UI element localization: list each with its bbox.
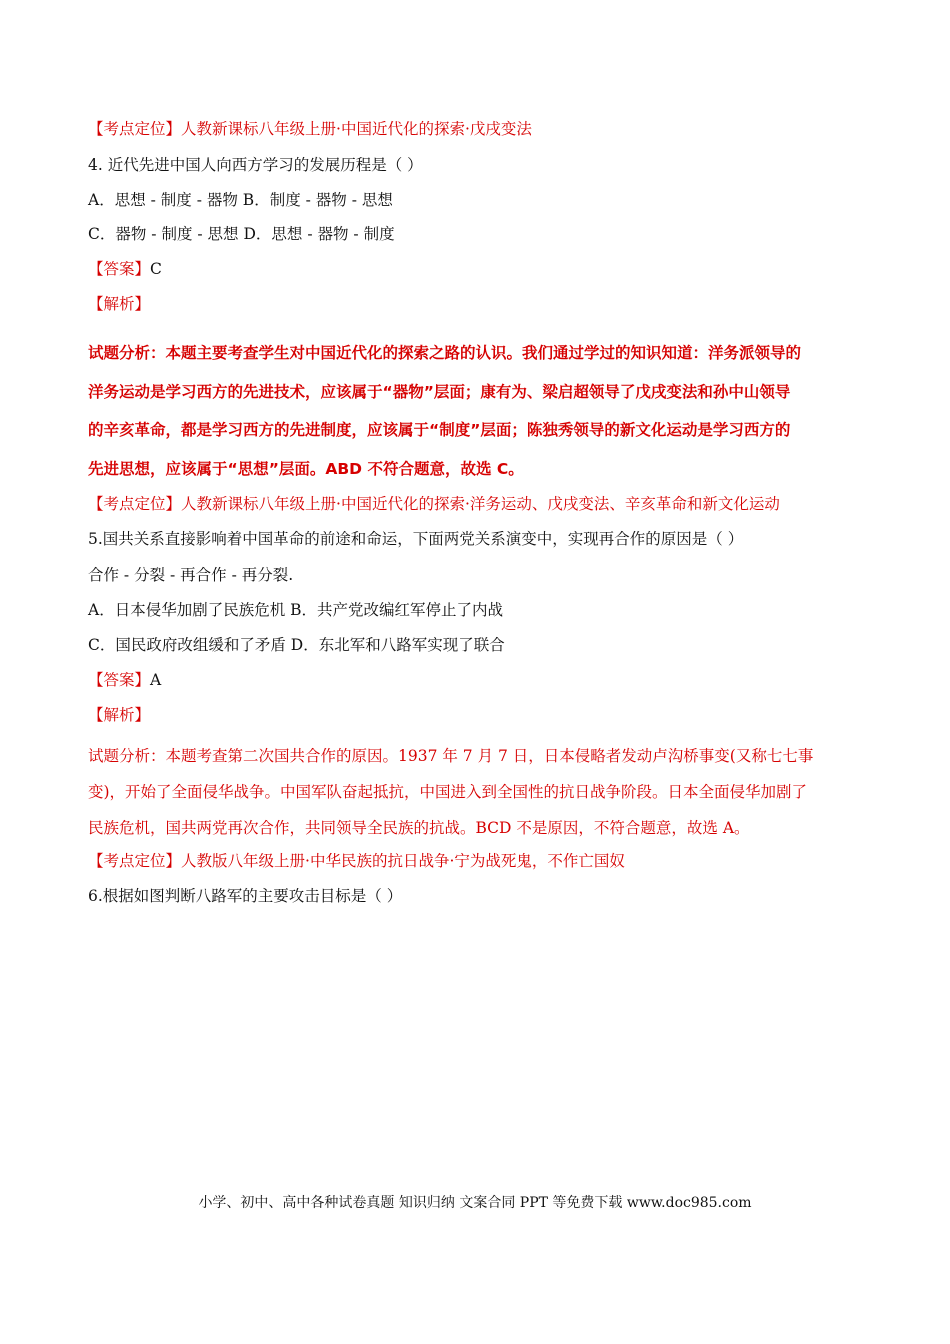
answer-tag: 【答案】 bbox=[88, 671, 151, 689]
question-4-stem: 4. 近代先进中国人向西方学习的发展历程是（ ） bbox=[88, 156, 423, 174]
question-5-answer bbox=[88, 668, 161, 690]
kaodian-line-1 bbox=[88, 117, 532, 139]
question-5-analysis-tag: 【解析】 bbox=[88, 706, 151, 724]
question-5-options-ab: A．日本侵华加剧了民族危机 B．共产党改编红军停止了内战 bbox=[88, 601, 504, 619]
kaodian-text: 人教新课标八年级上册·中国近代化的探索·洋务运动、戊戌变法、辛亥革命和新文化运动 bbox=[181, 495, 780, 513]
analysis-line: 先进思想，应该属于“思想”层面。ABD 不符合题意，故选 C。 bbox=[88, 459, 524, 478]
question-4-analysis-tag: 【解析】 bbox=[88, 295, 151, 313]
question-6-stem: 6.根据如图判断八路军的主要攻击目标是（ ） bbox=[88, 887, 403, 905]
page-footer: 小学、初中、高中各种试卷真题 知识归纳 文案合同 PPT 等免费下载 www.doc985.com bbox=[198, 1195, 752, 1211]
question-5-stem-sequence: 合作 - 分裂 - 再合作 - 再分裂. bbox=[88, 566, 294, 584]
analysis-line: 试题分析：本题主要考查学生对中国近代化的探索之路的认识。我们通过学过的知识知道：洋务派领导的 bbox=[88, 344, 802, 362]
answer-value: C bbox=[150, 260, 162, 278]
question-5-stem: 5.国共关系直接影响着中国革命的前途和命运，下面两党关系演变中，实现再合作的原因是（ ） bbox=[88, 530, 744, 548]
kaodian-text: 人教新课标八年级上册·中国近代化的探索·戊戌变法 bbox=[181, 120, 532, 138]
kaodian-tag: 【考点定位】 bbox=[88, 120, 182, 138]
analysis-line: 试题分析：本题考查第二次国共合作的原因。1937 年 7 月 7 日，日本侵略者发动卢沟桥事变(又称七七事 bbox=[88, 747, 814, 765]
question-5-kaodian bbox=[88, 849, 625, 871]
question-4-analysis-text bbox=[88, 334, 878, 488]
answer-tag: 【答案】 bbox=[88, 260, 151, 278]
question-4-kaodian bbox=[88, 492, 780, 514]
analysis-line: 民族危机，国共两党再次合作，共同领导全民族的抗战。BCD 不是原因，不符合题意，故选 A。 bbox=[88, 819, 750, 837]
analysis-line: 的辛亥革命，都是学习西方的先进制度，应该属于“制度”层面；陈独秀领导的新文化运动是学习西方的 bbox=[88, 421, 791, 439]
question-5-analysis-text bbox=[88, 738, 878, 846]
question-4-answer bbox=[88, 257, 162, 279]
question-5-options-cd: C．国民政府改组缓和了矛盾 D．东北军和八路军实现了联合 bbox=[88, 636, 505, 654]
question-4-options-ab: A．思想 - 制度 - 器物 B．制度 - 器物 - 思想 bbox=[88, 191, 393, 209]
analysis-line: 变)，开始了全面侵华战争。中国军队奋起抵抗，中国进入到全国性的抗日战争阶段。日本全面侵华加剧了 bbox=[88, 783, 808, 801]
kaodian-text: 人教版八年级上册·中华民族的抗日战争·宁为战死鬼，不作亡国奴 bbox=[181, 852, 625, 870]
answer-value: A bbox=[150, 671, 162, 689]
question-4-options-cd: C．器物 - 制度 - 思想 D．思想 - 器物 - 制度 bbox=[88, 225, 395, 243]
analysis-line: 洋务运动是学习西方的先进技术，应该属于“器物”层面；康有为、梁启超领导了戊戌变法和孙中山领导 bbox=[88, 382, 791, 401]
kaodian-tag: 【考点定位】 bbox=[88, 852, 182, 870]
kaodian-tag: 【考点定位】 bbox=[88, 495, 182, 513]
